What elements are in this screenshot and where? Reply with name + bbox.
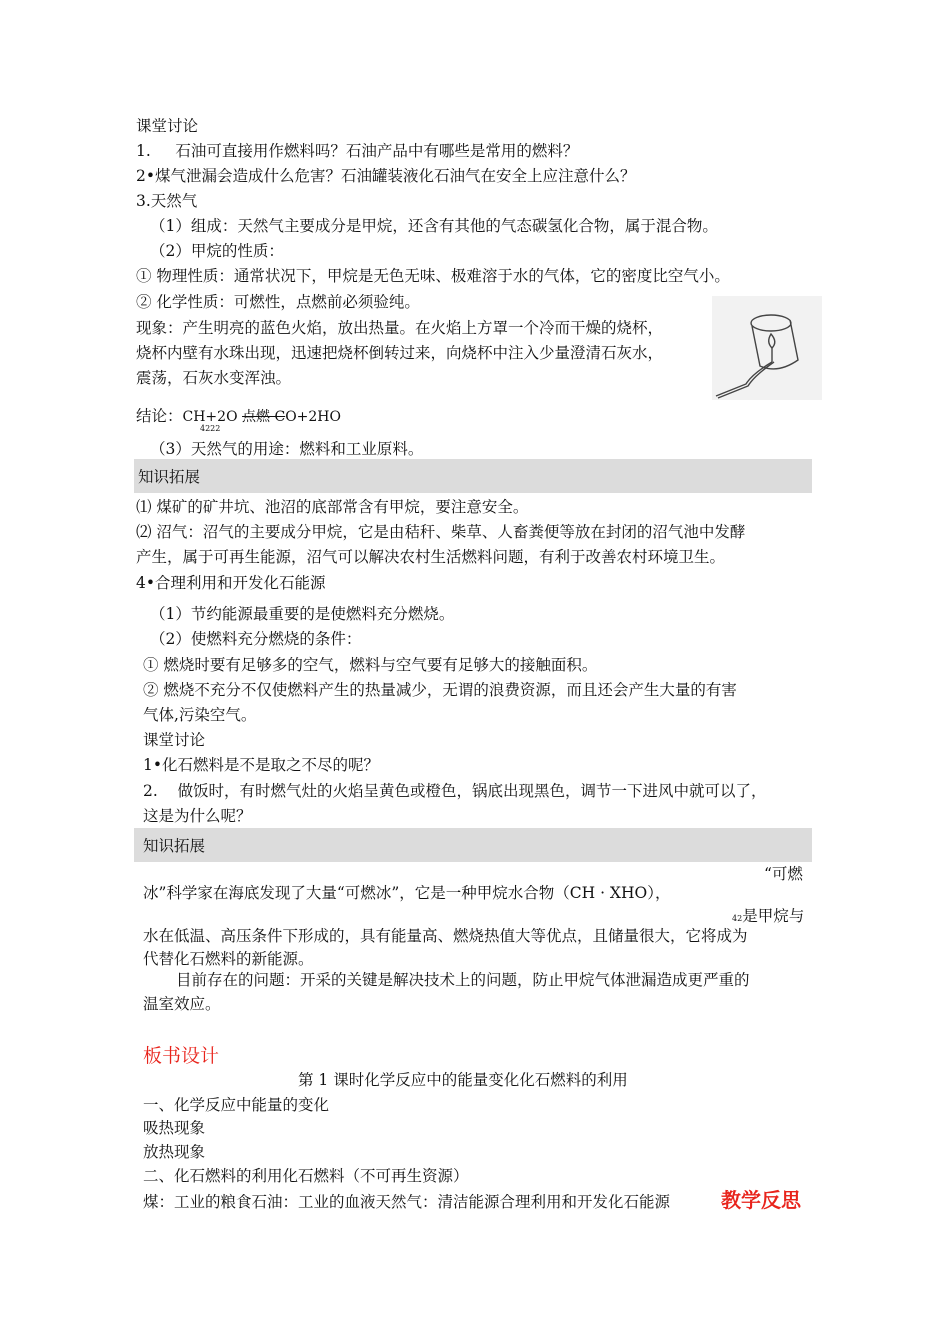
board-line-4: 二、化石燃料的利用化石燃料（不可再生资源） [143,1167,469,1185]
knowledge-extension-heading-1: 知识拓展 [138,468,201,486]
board-title: 第 1 课时化学反应中的能量变化化石燃料的利用 [298,1071,628,1089]
discussion-2-question-1: 1•化石燃料是不是取之不尽的呢？ [143,756,380,774]
chemical-properties: ② 化学性质：可燃性，点燃前必须验纯。 [136,293,420,311]
knowledge-extension-bar-2 [134,828,812,862]
phenomenon-line-2: 烧杯内壁有水珠出现，迅速把烧杯倒转过来，向烧杯中注入少量澄清石灰水， [136,344,664,362]
board-design-heading: 板书设计 [143,1045,220,1067]
reaction-equation [136,406,341,433]
discussion-2-question-2: 2. 做饭时，有时燃气灶的火焰呈黄色或橙色，锅底出现黑色，调节一下进风中就可以了， [143,782,767,800]
phenomenon-line-3: 震荡，石灰水变浑浊。 [136,369,292,387]
extension-1-line-1: ⑴ 煤矿的矿井坑、池沼的底部常含有甲烷，要注意安全。 [136,498,529,516]
extension-2-line-6: 温室效应。 [143,995,221,1013]
teaching-reflection-heading: 教学反思 [721,1188,801,1212]
discussion-heading-1: 课堂讨论 [136,117,199,135]
extension-1-line-3: 产生，属于可再生能源，沼气可以解决农村生活燃料问题，有利于改善农村环境卫生。 [136,548,726,566]
phenomenon-line-1: 现象：产生明亮的蓝色火焰，放出热量。在火焰上方罩一个冷而干燥的烧杯， [136,319,664,337]
fossil-energy-heading: 4•合理利用和开发化石能源 [136,574,326,592]
extension-2-subscripts: 42 [732,914,743,923]
discussion-2-question-2-cont: 这是为什么呢？ [143,807,252,825]
natural-gas-composition: （1）组成：天然气主要成分是甲烷，还含有其他的气态碳氢化合物，属于混合物。 [150,217,718,235]
equation-condition: 点燃 C [242,409,286,425]
methane-properties-heading: （2）甲烷的性质： [150,242,284,260]
equation-right: O+2HO [285,409,341,425]
board-line-1: 一、化学反应中能量的变化 [143,1096,330,1114]
extension-1-line-2: ⑵ 沼气：沼气的主要成分甲烷，它是由秸秆、柴草、人畜粪便等放在封闭的沼气池中发酵 [136,523,746,541]
fossil-energy-point-1: （1）节约能源最重要的是使燃料充分燃烧。 [150,605,455,623]
fossil-energy-condition-1: ① 燃烧时要有足够多的空气，燃料与空气要有足够大的接触面积。 [143,656,598,674]
board-line-5: 煤：工业的粮食石油：工业的血液天然气：清洁能源合理利用和开发化石能源 [143,1193,671,1211]
extension-2-line-1: 冰”科学家在海底发现了大量“可燃冰”，它是一种甲烷水合物（CH · XHO）， [143,884,671,902]
natural-gas-heading: 3.天然气 [136,192,198,210]
knowledge-extension-heading-2: 知识拓展 [143,837,206,855]
fossil-energy-condition-2: ② 燃烧不充分不仅使燃料产生的热量减少，无谓的浪费资源，而且还会产生大量的有害 [143,681,737,699]
equation-subscripts: 4222 [200,424,221,433]
discussion-question-1: 1. 石油可直接用作燃料吗？石油产品中有哪些是常用的燃料？ [136,142,579,160]
physical-properties: ① 物理性质：通常状况下，甲烷是无色无味、极难溶于水的气体，它的密度比空气小。 [136,267,730,285]
board-line-3: 放热现象 [143,1143,206,1161]
discussion-heading-2: 课堂讨论 [143,731,206,749]
extension-2-line-2-text: 是甲烷与 [742,907,805,925]
knowledge-extension-bar-1 [134,459,812,493]
conclusion-label: 结论： [136,407,183,425]
extension-2-line-5: 目前存在的问题：开采的关键是解决技术上的问题，防止甲烷气体泄漏造成更严重的 [176,971,750,989]
extension-2-line-0: “可燃 [764,865,803,883]
board-line-2: 吸热现象 [143,1119,206,1137]
natural-gas-uses: （3）天然气的用途：燃料和工业原料。 [150,440,424,458]
fossil-energy-condition-2-cont: 气体,污染空气。 [143,706,257,724]
fossil-energy-point-2: （2）使燃料充分燃烧的条件： [150,630,362,648]
extension-2-line-4: 代替化石燃料的新能源。 [143,950,314,968]
equation-left: CH+2O [182,409,243,425]
discussion-question-2: 2•煤气泄漏会造成什么危害？石油罐装液化石油气在安全上应注意什么？ [136,167,636,185]
beaker-illustration [712,296,822,400]
extension-2-line-3: 水在低温、高压条件下形成的，具有能量高、燃烧热值大等优点，且储量很大，它将成为 [143,927,748,945]
